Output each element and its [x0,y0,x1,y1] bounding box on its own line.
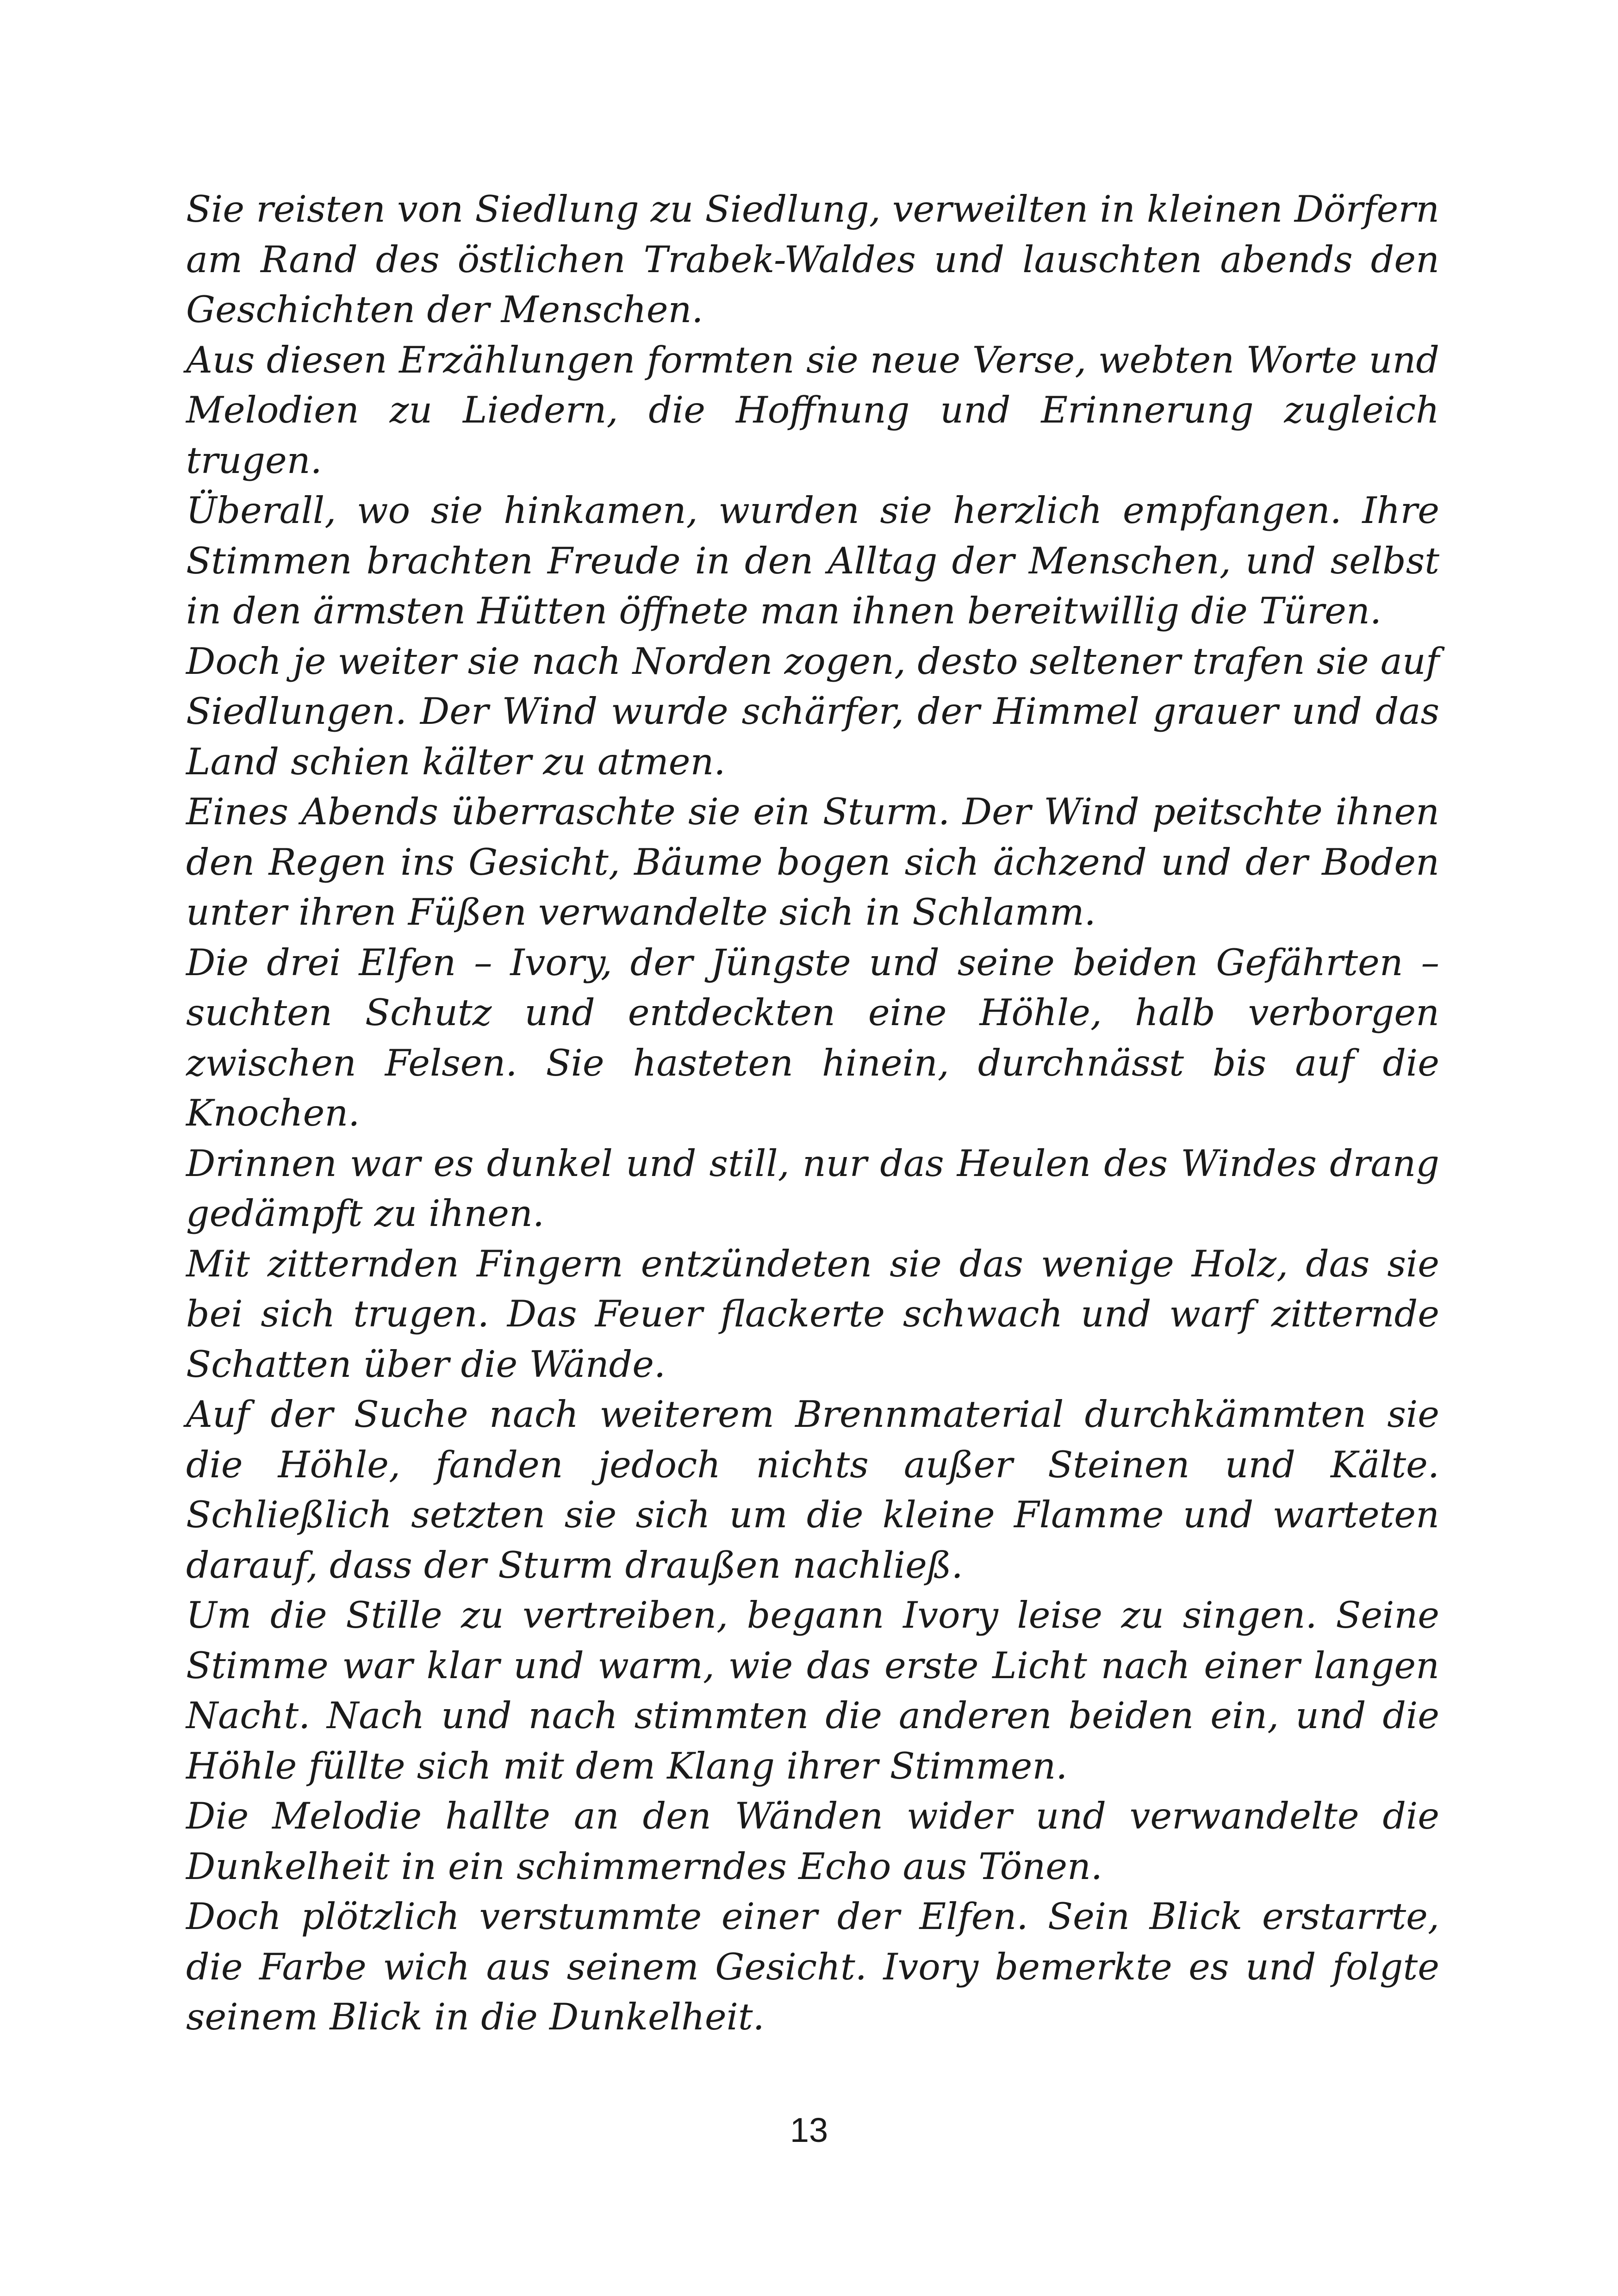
paragraph: Sie reisten von Siedlung zu Siedlung, verweilten in kleinen Dörfern am Rand des östlichen Trabek-Waldes und lauschten abends den Geschichten der Menschen. [186,188,1439,331]
paragraph: Die drei Elfen – Ivory, der Jüngste und seine beiden Gefährten – suchten Schutz und entdeckten eine Höhle, halb verborgen zwischen Felsen. Sie hasteten hinein, durchnässt bis auf die Knochen. [186,941,1439,1134]
paragraph: Drinnen war es dunkel und still, nur das Heulen des Windes drang gedämpft zu ihnen. [186,1142,1439,1235]
paragraph: Doch je weiter sie nach Norden zogen, desto seltener trafen sie auf Siedlungen. Der Wind wurde schärfer, der Himmel grauer und das Land schien kälter zu atmen. [186,640,1439,783]
paragraph: Doch plötzlich verstummte einer der Elfen. Sein Blick erstarrte, die Farbe wich aus seinem Gesicht. Ivory bemerkte es und folgte seinem Blick in die Dunkelheit. [186,1895,1439,2038]
paragraph: Überall, wo sie hinkamen, wurden sie herzlich empfangen. Ihre Stimmen brachten Freude in den Alltag der Menschen, und selbst in den ärmsten Hütten öffnete man ihnen bereitwillig die Türen. [186,489,1439,632]
paragraph: Aus diesen Erzählungen formten sie neue Verse, webten Worte und Melodien zu Liedern, die Hoffnung und Erinnerung zugleich trugen. [186,338,1439,482]
paragraph: Um die Stille zu vertreiben, begann Ivory leise zu singen. Seine Stimme war klar und warm, wie das erste Licht nach einer langen Nacht. Nach und nach stimmten die anderen beiden ein, und die Höhle füllte sich mit dem Klang ihrer Stimmen. [186,1594,1439,1787]
paragraph: Eines Abends überraschte sie ein Sturm. Der Wind peitschte ihnen den Regen ins Gesicht, Bäume bogen sich ächzend und der Boden unter ihren Füßen verwandelte sich in Schlamm. [186,790,1439,933]
paragraph: Die Melodie hallte an den Wänden wider und verwandelte die Dunkelheit in ein schimmerndes Echo aus Tönen. [186,1795,1439,1888]
page-number: 13 [790,2111,828,2149]
paragraph: Auf der Suche nach weiterem Brennmaterial durchkämmten sie die Höhle, fanden jedoch nichts außer Steinen und Kälte. Schließlich setzten sie sich um die kleine Flamme und warteten darauf, dass der Sturm draußen nachließ. [186,1393,1439,1587]
body-text [186,184,1439,2042]
paragraph: Mit zitternden Fingern entzündeten sie das wenige Holz, das sie bei sich trugen. Das Feuer flackerte schwach und warf zitternde Schatten über die Wände. [186,1242,1439,1386]
